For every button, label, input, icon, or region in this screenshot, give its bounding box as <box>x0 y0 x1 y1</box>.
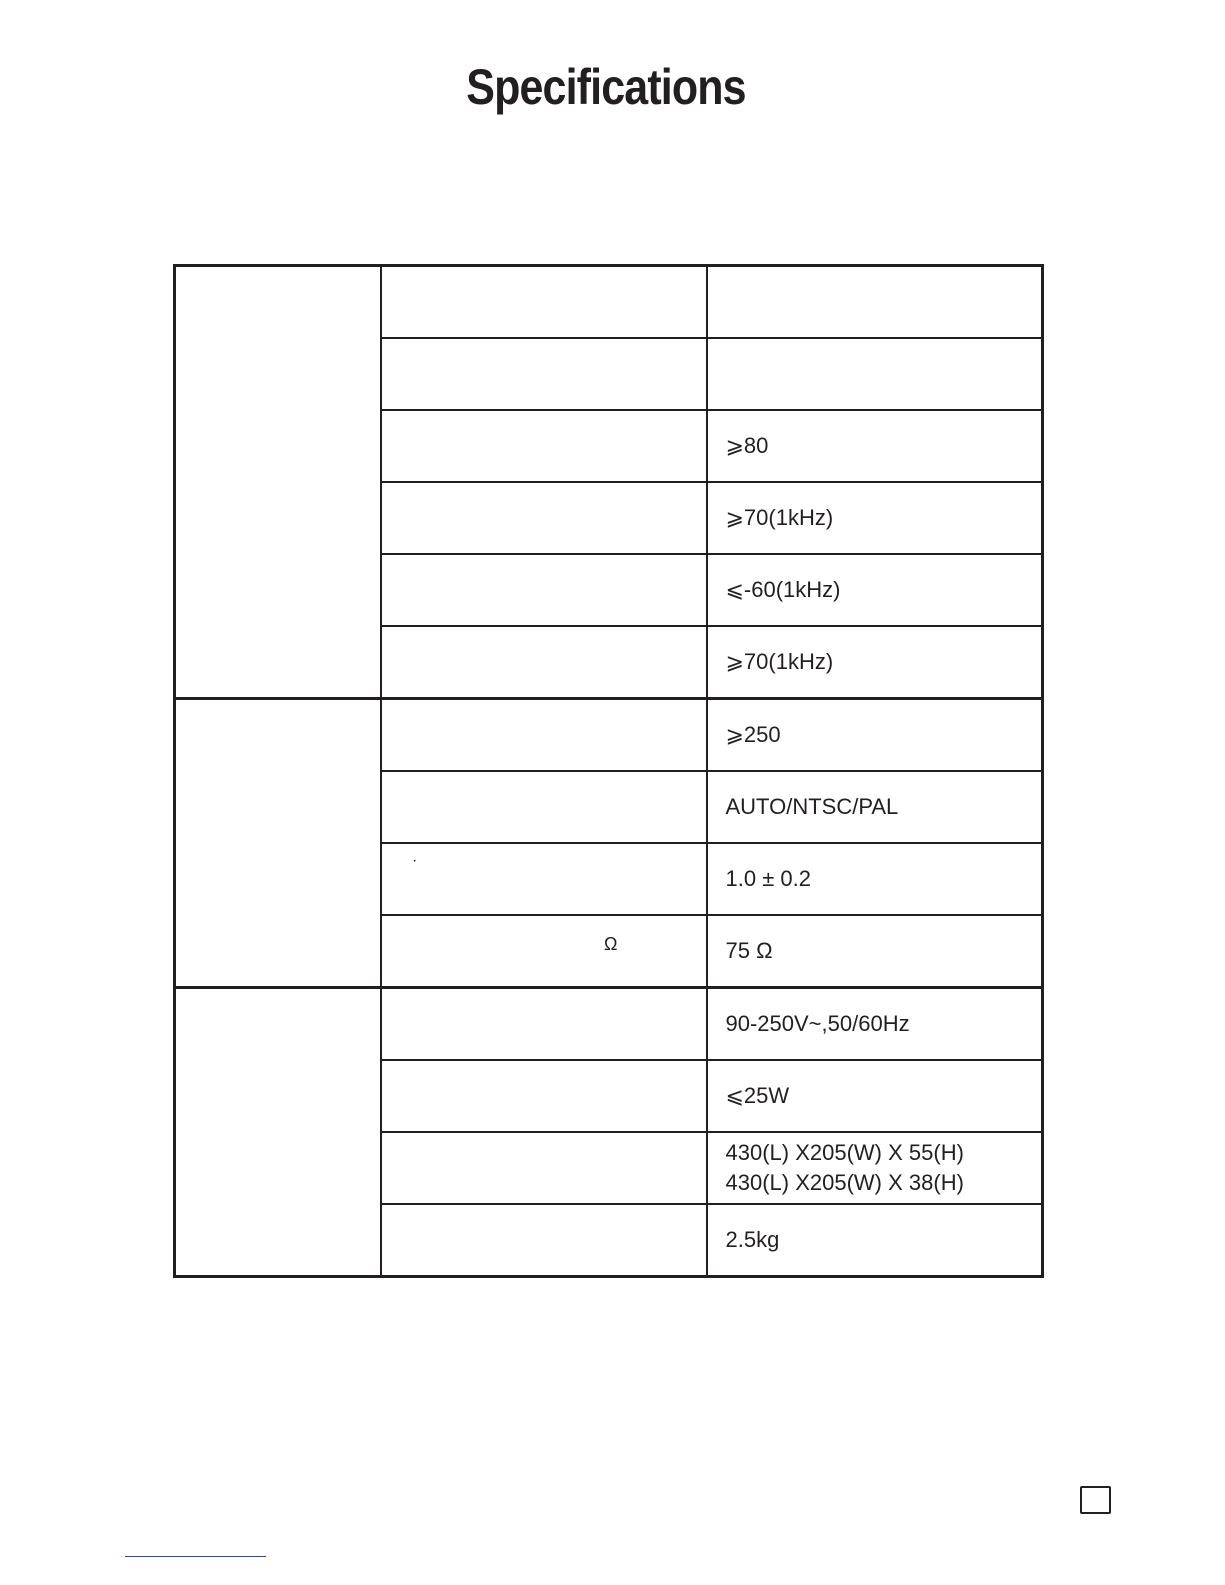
spec-name <box>381 771 707 843</box>
spec-value: ⩾70(1kHz) <box>707 482 1043 554</box>
spec-name <box>381 988 707 1061</box>
group-label-3 <box>175 988 381 1277</box>
spec-name <box>381 410 707 482</box>
omega-unit-mark: Ω <box>604 934 618 954</box>
footer-link-underline[interactable] <box>125 1556 266 1557</box>
spec-value: ⩾70(1kHz) <box>707 626 1043 699</box>
spec-value: ⩽-60(1kHz) <box>707 554 1043 626</box>
spec-name <box>381 915 707 988</box>
spec-value-dimensions <box>707 1132 1043 1204</box>
spec-value: 90-250V~,50/60Hz <box>707 988 1043 1061</box>
spec-name <box>381 266 707 339</box>
group-label-2 <box>175 699 381 988</box>
table-row <box>175 699 1043 772</box>
spec-name <box>381 699 707 772</box>
spec-value: 2.5kg <box>707 1204 1043 1277</box>
spec-name <box>381 554 707 626</box>
stray-dot-mark: · <box>412 852 418 869</box>
spec-name <box>381 338 707 410</box>
dimensions-line-2: 430(L) X205(W) X 38(H) <box>725 1170 964 1195</box>
spec-name <box>381 1060 707 1132</box>
specifications-table <box>173 264 1044 1278</box>
spec-value: ⩽25W <box>707 1060 1043 1132</box>
spec-name <box>381 1204 707 1277</box>
table-row <box>175 988 1043 1061</box>
spec-value: 75 Ω <box>707 915 1043 988</box>
spec-value <box>707 338 1043 410</box>
spec-value: AUTO/NTSC/PAL <box>707 771 1043 843</box>
spec-name <box>381 1132 707 1204</box>
spec-name <box>381 626 707 699</box>
spec-name <box>381 843 707 915</box>
group-label-1 <box>175 266 381 699</box>
spec-name <box>381 482 707 554</box>
table-row <box>175 266 1043 339</box>
dimensions-line-1: 430(L) X205(W) X 55(H) <box>725 1140 964 1165</box>
spec-value: ⩾250 <box>707 699 1043 772</box>
spec-value: ⩾80 <box>707 410 1043 482</box>
page-title: Specifications <box>466 59 746 115</box>
page-number-box <box>1080 1486 1111 1514</box>
spec-value: 1.0 ± 0.2 <box>707 843 1043 915</box>
spec-value <box>707 266 1043 339</box>
